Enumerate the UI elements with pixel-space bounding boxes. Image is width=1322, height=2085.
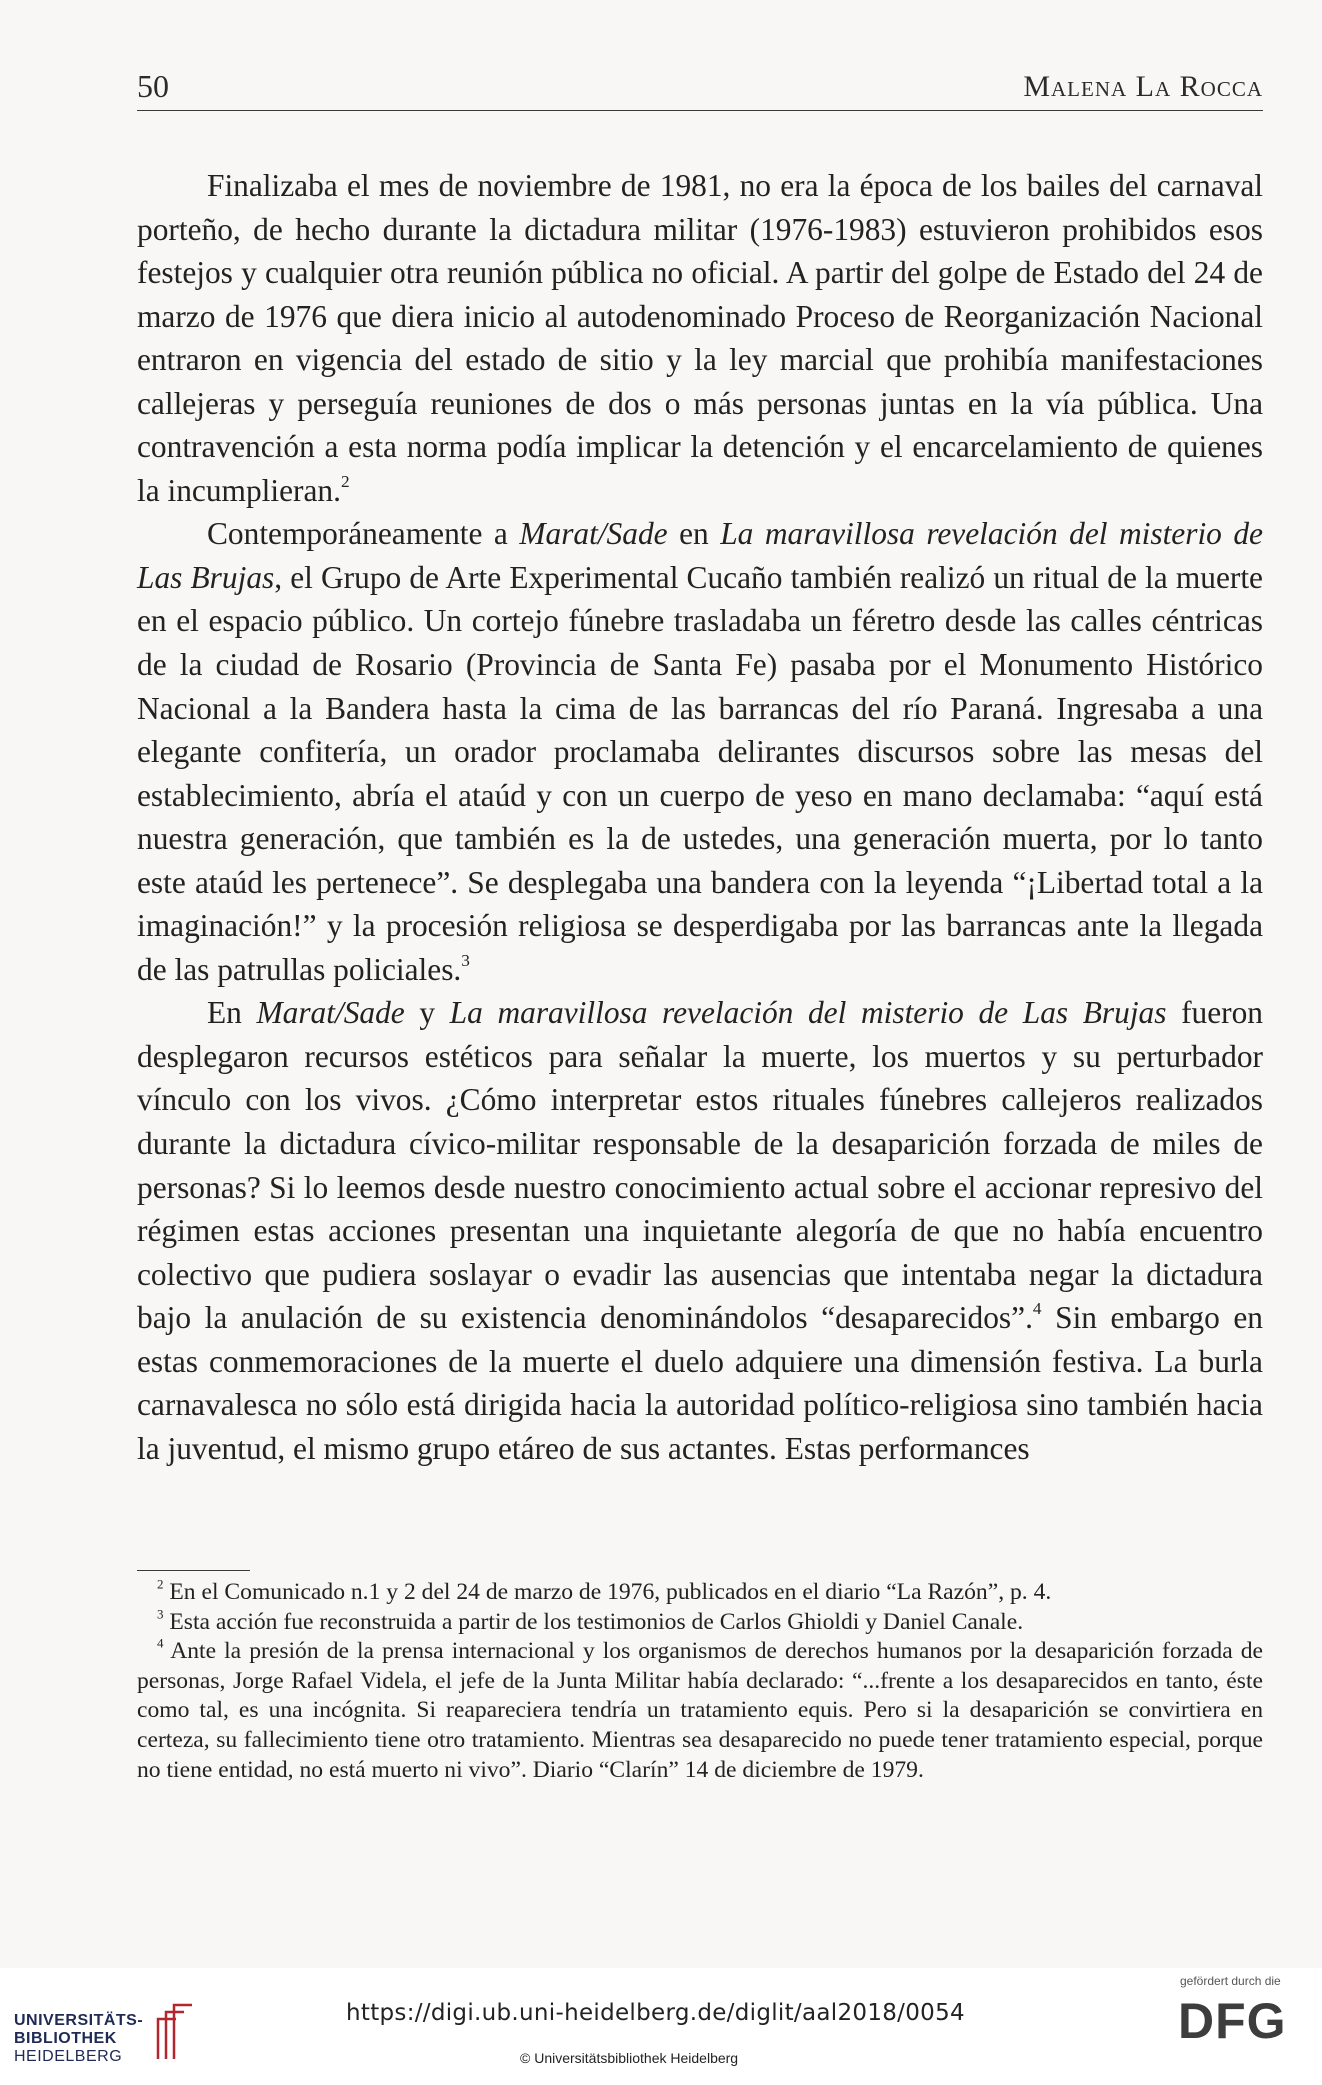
ub-logo-line-2: BIBLIOTHEK — [14, 2030, 117, 2047]
footnotes — [137, 1578, 1263, 1785]
footnote-separator — [137, 1570, 250, 1571]
work-title-las-brujas: La maravillosa revelación del misterio de Las Brujas — [449, 995, 1167, 1031]
paragraph-3-lead: En — [207, 995, 257, 1031]
footnote-3 — [137, 1608, 1263, 1638]
ub-logo-line-1: UNIVERSITÄTS- — [14, 2012, 144, 2029]
paragraph-1 — [137, 164, 1263, 512]
paragraph-3-text: fueron desplegaron recursos estéticos para señalar la muerte, los muertos y su perturbador vínculo con los vivos. ¿Cómo interpretar estos rituales fúnebres callejeros realizados durante la dictadura cívico-militar responsable de la desaparición forzada de miles de personas? Si lo leemos desde nuestro conocimiento actual sobre el accionar represivo del régimen estas acciones presentan una inquietante alegoría de que no había encuentro colectivo que pudiera soslayar o evadir las ausencias que intentaba negar la dictadura bajo la anulación de su existencia denominándolos “desaparecidos”. — [137, 995, 1264, 1336]
ub-logo-line-3: HEIDELBERG — [14, 2048, 123, 2065]
ub-heidelberg-logo[interactable] — [14, 1970, 204, 2065]
page-number: 50 — [137, 68, 169, 104]
ub-bracket-icon — [152, 2002, 196, 2062]
paragraph-2-text: , el Grupo de Arte Experimental Cucaño también realizó un ritual de la muerte en el espacio público. Un cortejo fúnebre trasladaba un féretro desde las calles céntricas de la ciudad de Rosario (Provincia de Santa Fe) pasaba por el Monumento Histórico Nacional a la Bandera hasta la cima de las barrancas del río Paraná. Ingresaba a una elegante confitería, un orador proclamaba delirantes discursos sobre las mesas del establecimiento, abría el ataúd y con un cuerpo de yeso en mano declamaba: “aquí está nuestra generación, que también es la de ustedes, una generación muerta, por lo tanto este ataúd les pertenece”. Se desplegaba una bandera con la leyenda “¡Libertad total a la imaginación!” y la procesión religiosa se desperdigaba por las barrancas ante la llegada de las patrullas policiales. — [137, 559, 1263, 987]
footnote-ref-3[interactable]: 3 — [461, 951, 470, 971]
page-header — [137, 66, 1263, 111]
paragraph-3-continuation: Sin embargo en estas conmemoraciones de la muerte el duelo adquiere una dimensión festiva. La burla carnavalesca no sólo está dirigida hacia la autoridad político-religiosa sino también hacia la juventud, el mismo grupo etáreo de sus actantes. Estas performances — [137, 1300, 1263, 1466]
footnote-2 — [137, 1578, 1263, 1608]
dfg-logo[interactable]: DFG — [1178, 1993, 1287, 2049]
body-text — [137, 164, 1263, 1470]
paragraph-2-conj: en — [667, 516, 721, 552]
paragraph-1-text: Finalizaba el mes de noviembre de 1981, no era la época de los bailes del carnaval porteño, de hecho durante la dictadura militar (1976-1983) estuvieron prohibidos esos festejos y cualquier otra reunión pública no oficial. A partir del golpe de Estado del 24 de marzo de 1976 que diera inicio al autodenominado Proceso de Reorganización Nacional entraron en vigencia del estado de sitio y la ley marcial que prohibía manifestaciones callejeras y perseguía reuniones de dos o más personas juntas en la vía pública. Una contravención a esta norma podía implicar la detención y el encarcelamiento de quienes la incumplieran. — [137, 168, 1263, 508]
footnote-2-text: En el Comunicado n.1 y 2 del 24 de marzo de 1976, publicados en el diario “La Razón”, p. 4. — [163, 1579, 1052, 1605]
dfg-funded-label: gefördert durch die — [1180, 1974, 1281, 1988]
copyright-notice: © Universitätsbibliothek Heidelberg — [520, 2050, 739, 2066]
paragraph-2-lead: Contemporáneamente a — [207, 516, 520, 552]
running-head: Malena La Rocca — [1023, 70, 1263, 103]
footnote-mark-2: 2 — [157, 1576, 164, 1592]
paragraph-3-conj: y — [404, 995, 450, 1031]
footnote-mark-3: 3 — [157, 1606, 164, 1622]
footnote-4 — [137, 1637, 1263, 1785]
work-title-marat-sade: Marat/Sade — [519, 516, 668, 552]
work-title-marat-sade: Marat/Sade — [256, 995, 405, 1031]
footnote-4-text: Ante la presión de la prensa internacional y los organismos de derechos humanos por la desaparición forzada de personas, Jorge Rafael Videla, el jefe de la Junta Militar había declarado: “...frente a los desaparecidos en tanto, éste como tal, es una incógnita. Si reapareciera tendría un tratamiento equis. Pero si la desaparición se convirtiera en certeza, su fallecimiento tiene otro tratamiento. Mientras sea desaparecido no puede tener tratamiento especial, porque no tiene entidad, no está muerto ni vivo”. Diario “Clarín” 14 de diciembre de 1979. — [137, 1638, 1263, 1783]
footnote-ref-2[interactable]: 2 — [340, 472, 350, 492]
permalink[interactable]: https://digi.ub.uni-heidelberg.de/diglit/aal2018/0054 — [346, 2000, 965, 2026]
footnote-3-text: Esta acción fue reconstruida a partir de los testimonios de Carlos Ghioldi y Daniel Canale. — [163, 1608, 1024, 1635]
paragraph-2 — [137, 512, 1263, 991]
footnote-ref-4[interactable]: 4 — [1032, 1299, 1042, 1319]
work-title-las-brujas: La maravillosa revelación del misterio de Las Brujas — [137, 516, 1263, 595]
footnote-mark-4: 4 — [157, 1635, 164, 1651]
paragraph-3 — [137, 991, 1263, 1470]
viewer-footer — [0, 1968, 1322, 2085]
